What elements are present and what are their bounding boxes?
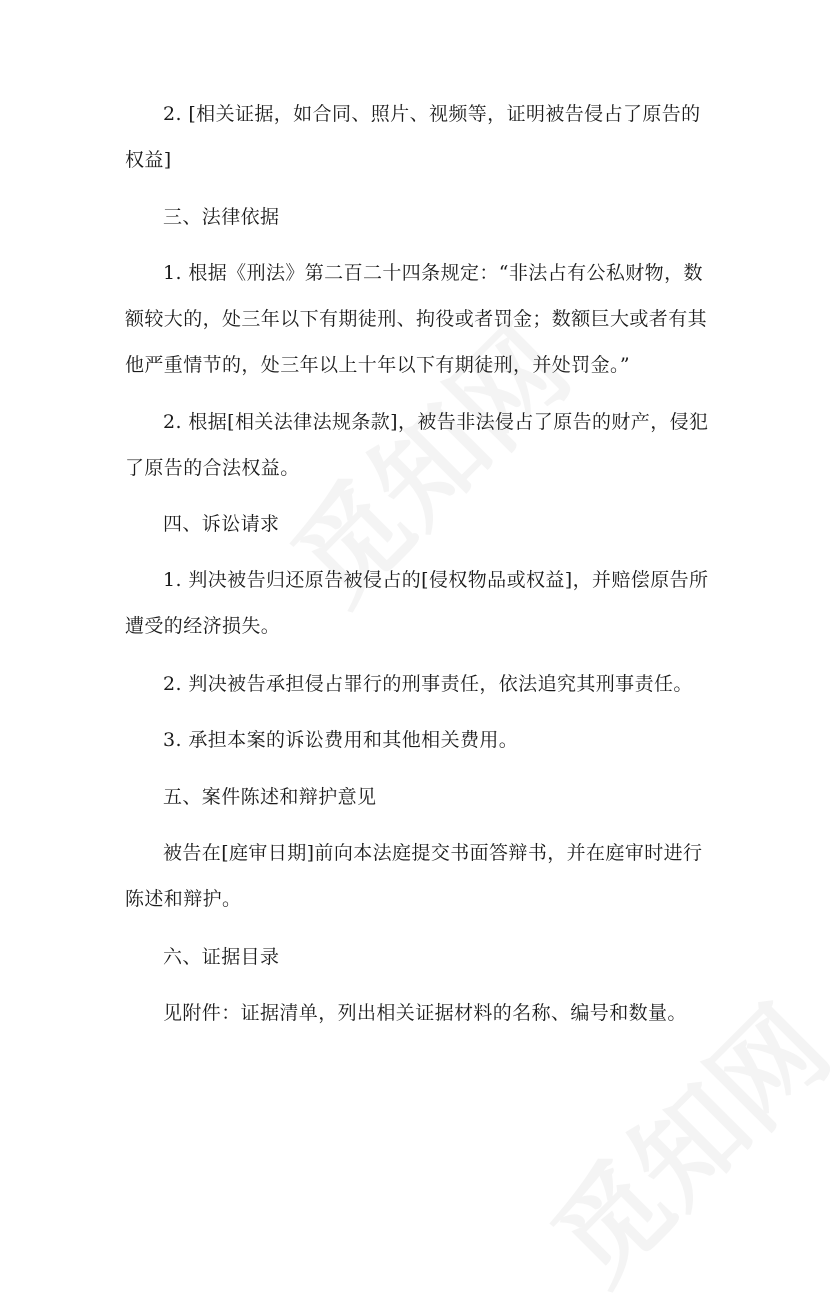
legal-basis-item-2: 2. 根据[相关法律法规条款]，被告非法侵占了原告的财产，侵犯了原告的合法权益。 (125, 411, 709, 479)
claim-item-3: 3. 承担本案的诉讼费用和其他相关费用。 (163, 729, 519, 751)
evidence-list-paragraph: 见附件：证据清单，列出相关证据材料的名称、编号和数量。 (163, 1002, 687, 1024)
claim-item-1: 1. 判决被告归还原告被侵占的[侵权物品或权益]，并赔偿原告所遭受的经济损失。 (125, 569, 709, 637)
section-heading-evidence-list: 六、证据目录 (163, 946, 280, 968)
evidence-item-2: 2. [相关证据，如合同、照片、视频等，证明被告侵占了原告的权益] (125, 103, 701, 171)
claim-item-2: 2. 判决被告承担侵占罪行的刑事责任，依法追究其刑事责任。 (163, 673, 693, 695)
legal-basis-item-1: 1. 根据《刑法》第二百二十四条规定：“非法占有公私财物，数额较大的，处三年以下有期徒刑、拘役或者罚金；数额巨大或者有其他严重情节的，处三年以上十年以下有期徒刑，并处罚金。” (125, 262, 708, 376)
section-heading-statement: 五、案件陈述和辩护意见 (163, 786, 377, 808)
section-heading-legal-basis: 三、法律依据 (163, 206, 280, 228)
section-heading-claims: 四、诉讼请求 (163, 513, 280, 535)
statement-paragraph: 被告在[庭审日期]前向本法庭提交书面答辩书，并在庭审时进行陈述和辩护。 (125, 842, 703, 910)
